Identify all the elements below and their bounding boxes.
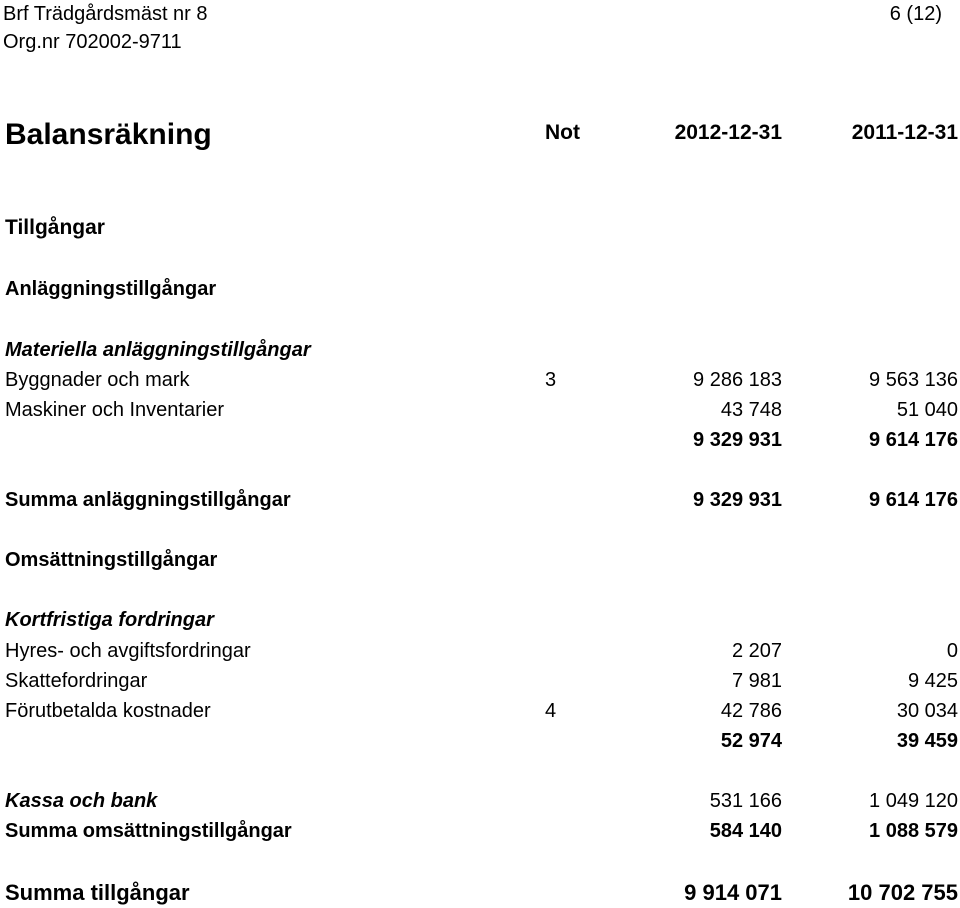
row-note: 4 (545, 700, 557, 722)
row-note: 3 (545, 369, 557, 391)
total-fixed-assets-label: Summa anläggningstillgångar (5, 489, 291, 511)
row-value-2012: 2 207 (731, 640, 782, 662)
total-fixed-assets-2011: 9 614 176 (869, 489, 958, 511)
subtotal-value-2011: 9 614 176 (869, 429, 958, 451)
section-heading-assets: Tillgångar (5, 216, 105, 239)
total-current-assets-2012: 584 140 (709, 820, 782, 842)
total-fixed-assets-2012: 9 329 931 (693, 489, 782, 511)
total-assets-label: Summa tillgångar (5, 880, 190, 905)
subtotal-value-2012: 9 329 931 (693, 429, 782, 451)
row-value-2011: 30 034 (896, 700, 958, 722)
row-value-2012: 42 786 (720, 700, 782, 722)
row-label: Skattefordringar (5, 670, 148, 692)
page-number: 6 (12) (889, 3, 942, 25)
total-assets-2011: 10 702 755 (847, 880, 958, 905)
cash-and-bank-2011: 1 049 120 (869, 790, 958, 812)
row-value-2012: 9 286 183 (693, 369, 782, 391)
cash-and-bank-2012: 531 166 (709, 790, 782, 812)
row-value-2011: 9 425 (907, 670, 958, 692)
subtotal-value-2011: 39 459 (896, 730, 958, 752)
subsection-heading-receivables: Kortfristiga fordringar (5, 609, 214, 631)
row-value-2012: 7 981 (731, 670, 782, 692)
section-heading-current-assets: Omsättningstillgångar (5, 549, 218, 571)
row-label: Byggnader och mark (5, 369, 190, 391)
section-heading-fixed-assets: Anläggningstillgångar (5, 278, 217, 300)
subtotal-value-2012: 52 974 (720, 730, 782, 752)
cash-and-bank-label: Kassa och bank (5, 790, 158, 812)
subsection-heading-tangible-assets: Materiella anläggningstillgångar (5, 339, 311, 361)
row-label: Förutbetalda kostnader (5, 700, 211, 722)
column-header-2011: 2011-12-31 (851, 121, 958, 144)
total-assets-2012: 9 914 071 (684, 880, 782, 905)
association-name: Brf Trädgårdsmäst nr 8 (3, 3, 208, 25)
row-value-2011: 51 040 (896, 399, 958, 421)
row-value-2011: 0 (946, 640, 958, 662)
org-number: Org.nr 702002-9711 (3, 31, 182, 53)
row-label: Hyres- och avgiftsfordringar (5, 640, 251, 662)
page-title: Balansräkning (5, 118, 212, 151)
total-current-assets-2011: 1 088 579 (869, 820, 958, 842)
row-label: Maskiner och Inventarier (5, 399, 224, 421)
total-current-assets-label: Summa omsättningstillgångar (5, 820, 292, 842)
column-header-2012: 2012-12-31 (674, 121, 782, 144)
column-header-note: Not (545, 121, 580, 144)
row-value-2012: 43 748 (720, 399, 782, 421)
row-value-2011: 9 563 136 (869, 369, 958, 391)
